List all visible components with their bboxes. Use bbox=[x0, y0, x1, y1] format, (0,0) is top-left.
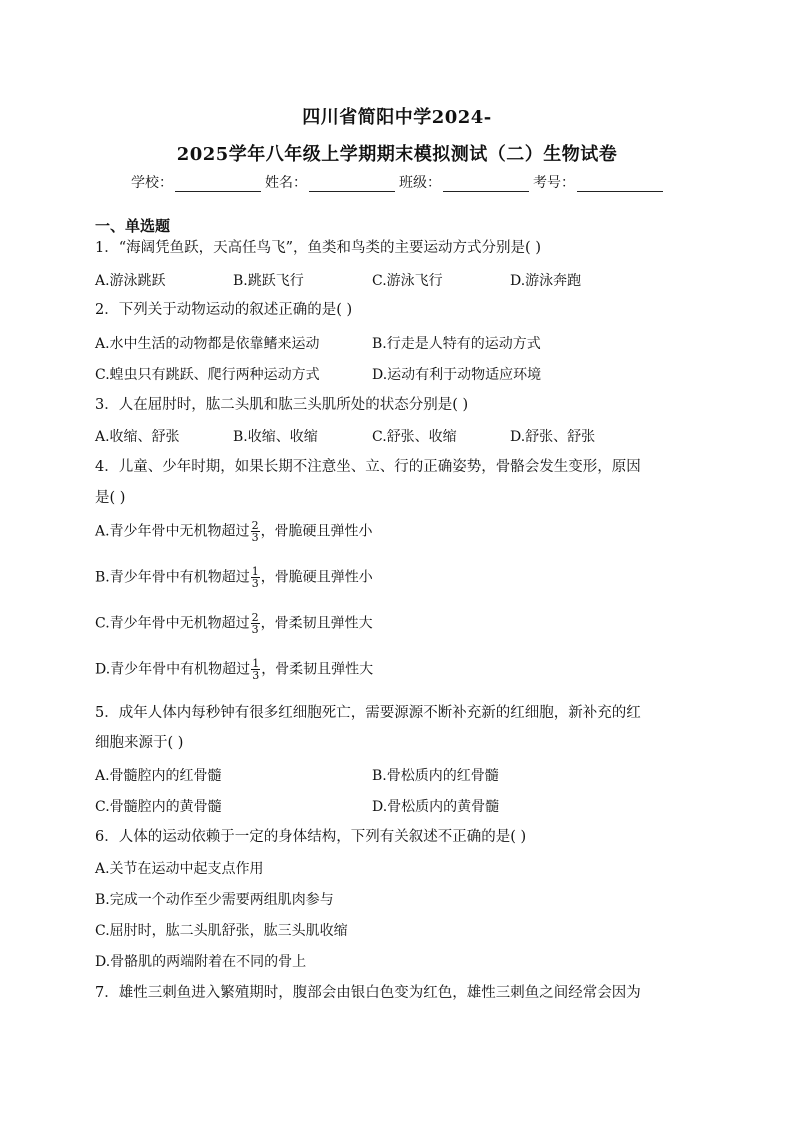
class-label: 班级： bbox=[399, 175, 441, 191]
fraction-numerator: 1 bbox=[252, 657, 260, 670]
q5-option-d[interactable]: D.骨松质内的黄骨髓 bbox=[372, 799, 500, 815]
class-field[interactable] bbox=[399, 172, 529, 192]
question-5-stem-line2: 细胞来源于( ) bbox=[95, 735, 184, 751]
name-field[interactable] bbox=[265, 172, 395, 192]
q1-option-b[interactable]: B.跳跃飞行 bbox=[233, 273, 304, 289]
q3-option-b[interactable]: B.收缩、收缩 bbox=[233, 429, 318, 445]
q4-option-c-pre: C.青少年骨中无机物超过 bbox=[95, 615, 250, 632]
exam-number-blank[interactable] bbox=[577, 176, 663, 192]
q4-option-c[interactable] bbox=[95, 612, 373, 635]
question-4-stem-line1: 4．儿童、少年时期，如果长期不注意坐、立、行的正确姿势，骨骼会发生变形，原因 bbox=[95, 459, 641, 475]
q4-option-b[interactable] bbox=[95, 566, 373, 589]
fraction bbox=[251, 566, 260, 589]
fraction-denominator: 3 bbox=[251, 623, 259, 636]
q6-option-a[interactable]: A.关节在运动中起支点作用 bbox=[95, 861, 264, 877]
q2-option-c[interactable]: C.蝗虫只有跳跃、爬行两种运动方式 bbox=[95, 367, 320, 383]
fraction-denominator: 3 bbox=[251, 577, 259, 590]
exam-number-label: 考号： bbox=[533, 175, 575, 191]
q6-option-b[interactable]: B.完成一个动作至少需要两组肌肉参与 bbox=[95, 892, 334, 908]
question-1-stem: 1．“海阔凭鱼跃，天高任鸟飞”，鱼类和鸟类的主要运动方式分别是( ) bbox=[95, 240, 541, 256]
q5-option-a[interactable]: A.骨髓腔内的红骨髓 bbox=[95, 768, 222, 784]
exam-title-line1: 四川省简阳中学2024- bbox=[302, 107, 492, 128]
q4-option-a[interactable] bbox=[95, 520, 373, 543]
section-title: 一、单选题 bbox=[95, 217, 171, 235]
fraction bbox=[251, 612, 260, 635]
q5-option-b[interactable]: B.骨松质内的红骨髓 bbox=[372, 768, 499, 784]
q3-option-c[interactable]: C.舒张、收缩 bbox=[372, 429, 457, 445]
q4-option-a-post: ，骨脆硬且弹性小 bbox=[260, 523, 373, 540]
school-label: 学校： bbox=[131, 175, 173, 191]
q4-option-a-pre: A.青少年骨中无机物超过 bbox=[95, 523, 250, 540]
school-blank[interactable] bbox=[175, 176, 261, 192]
q2-option-d[interactable]: D.运动有利于动物适应环境 bbox=[372, 367, 542, 383]
q5-option-c[interactable]: C.骨髓腔内的黄骨髓 bbox=[95, 799, 222, 815]
q4-option-c-post: ，骨柔韧且弹性大 bbox=[260, 615, 373, 632]
q2-option-a[interactable]: A.水中生活的动物都是依靠鳍来运动 bbox=[95, 336, 320, 352]
q1-option-c[interactable]: C.游泳飞行 bbox=[372, 273, 443, 289]
fraction-denominator: 3 bbox=[251, 531, 259, 544]
q1-option-d[interactable]: D.游泳奔跑 bbox=[510, 273, 582, 289]
question-6-stem: 6．人体的运动依赖于一定的身体结构，下列有关叙述不正确的是( ) bbox=[95, 829, 527, 845]
question-5-stem-line1: 5．成年人体内每秒钟有很多红细胞死亡，需要源源不断补充新的红细胞，新补充的红 bbox=[95, 705, 641, 721]
fraction-numerator: 2 bbox=[251, 611, 259, 624]
name-label: 姓名： bbox=[265, 175, 307, 191]
fraction-numerator: 2 bbox=[251, 519, 259, 532]
name-blank[interactable] bbox=[309, 176, 395, 192]
question-3-stem: 3．人在屈肘时，肱二头肌和肱三头肌所处的状态分别是( ) bbox=[95, 397, 469, 413]
question-7-stem: 7．雄性三刺鱼进入繁殖期时，腹部会由银白色变为红色，雄性三刺鱼之间经常会因为 bbox=[95, 985, 641, 1001]
exam-title-line2: 2025学年八年级上学期期末模拟测试（二）生物试卷 bbox=[176, 144, 618, 165]
q3-option-d[interactable]: D.舒张、舒张 bbox=[510, 429, 596, 445]
q3-option-a[interactable]: A.收缩、舒张 bbox=[95, 429, 180, 445]
q4-option-d-pre: D.青少年骨中有机物超过 bbox=[95, 661, 251, 678]
exam-number-field[interactable] bbox=[533, 172, 663, 192]
fraction-denominator: 3 bbox=[252, 669, 260, 682]
fraction-numerator: 1 bbox=[251, 565, 259, 578]
q4-option-b-post: ，骨脆硬且弹性小 bbox=[260, 569, 373, 586]
q4-option-b-pre: B.青少年骨中有机物超过 bbox=[95, 569, 250, 586]
fraction bbox=[251, 658, 260, 681]
q2-option-b[interactable]: B.行走是人特有的运动方式 bbox=[372, 336, 541, 352]
school-field[interactable] bbox=[131, 172, 261, 192]
q6-option-c[interactable]: C.屈肘时，肱二头肌舒张，肱三头肌收缩 bbox=[95, 923, 348, 939]
q6-option-d[interactable]: D.骨骼肌的两端附着在不同的骨上 bbox=[95, 954, 307, 970]
q1-option-a[interactable]: A.游泳跳跃 bbox=[95, 273, 166, 289]
question-2-stem: 2．下列关于动物运动的叙述正确的是( ) bbox=[95, 302, 353, 318]
student-info-row bbox=[0, 172, 794, 192]
fraction bbox=[251, 520, 260, 543]
q4-option-d-post: ，骨柔韧且弹性大 bbox=[261, 661, 374, 678]
question-4-stem-line2: 是( ) bbox=[95, 490, 126, 506]
class-blank[interactable] bbox=[443, 176, 529, 192]
q4-option-d[interactable] bbox=[95, 658, 373, 681]
